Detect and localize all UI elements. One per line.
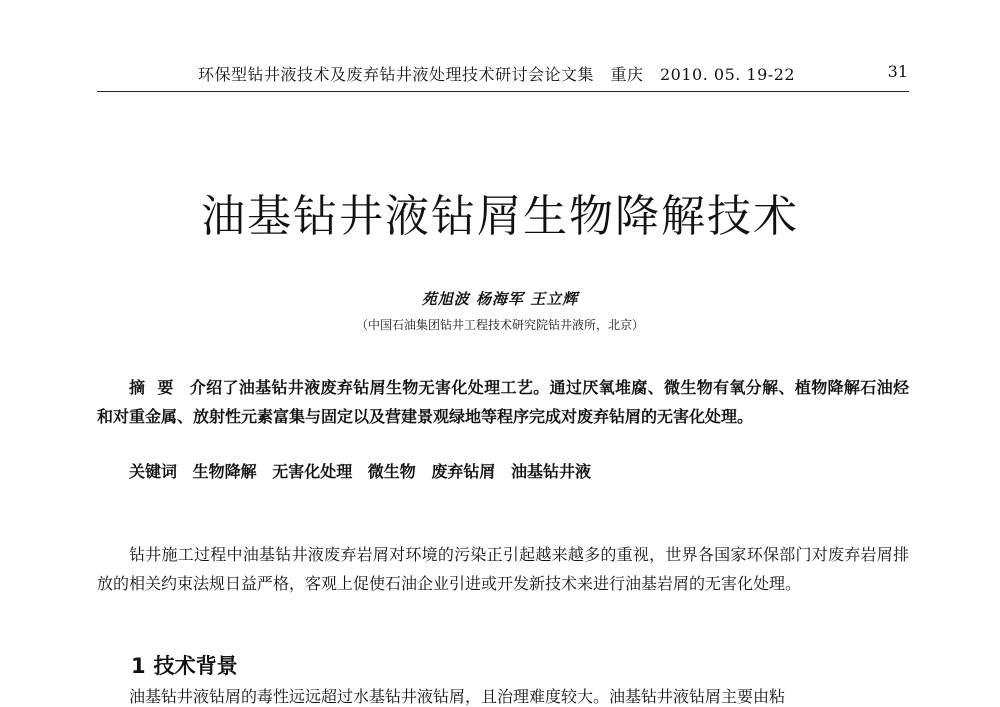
abstract-label: 摘要 — [129, 378, 186, 397]
section-number: 1 — [131, 654, 146, 678]
keyword: 生物降解 — [192, 462, 257, 481]
abstract-text: 介绍了油基钻井液废弃钻屑生物无害化处理工艺。通过厌氧堆腐、微生物有氧分解、植物降解石油烃和对重金属、放射性元素富集与固定以及营建景观绿地等程序完成对废弃钻屑的无害化处理。 — [97, 378, 909, 426]
authors: 苑旭波 杨海军 王立辉 — [421, 290, 579, 308]
section-heading — [131, 650, 238, 680]
keywords-label: 关键词 — [129, 462, 178, 481]
keyword: 废弃钻屑 — [431, 462, 496, 481]
page-number: 31 — [887, 62, 908, 81]
keywords — [129, 459, 601, 482]
keyword: 油基钻井液 — [510, 462, 591, 481]
section-title: 技术背景 — [153, 654, 238, 678]
affiliation: （中国石油集团钻井工程技术研究院钻井液所，北京） — [355, 318, 644, 332]
running-header: 环保型钻井液技术及废弃钻井液处理技术研讨会论文集 重庆 2010. 05. 19-22 — [198, 65, 796, 84]
keyword: 无害化处理 — [272, 462, 353, 481]
keyword: 微生物 — [367, 462, 416, 481]
abstract — [97, 373, 909, 431]
intro-paragraph: 钻井施工过程中油基钻井液废弃岩屑对环境的污染正引起越来越多的重视，世界各国家环保部门对废弃岩屑排放的相关约束法规日益严格，客观上促使石油企业引进或开发新技术来进行油基岩屑的无害化处理。 — [97, 545, 909, 593]
header-rule — [97, 91, 909, 92]
paper-title: 油基钻井液钻屑生物降解技术 — [201, 191, 799, 242]
partial-body-line: 油基钻井液钻屑的毒性远远超过水基钻井液钻屑，且治理难度较大。油基钻井液钻屑主要由粘 — [129, 687, 786, 706]
